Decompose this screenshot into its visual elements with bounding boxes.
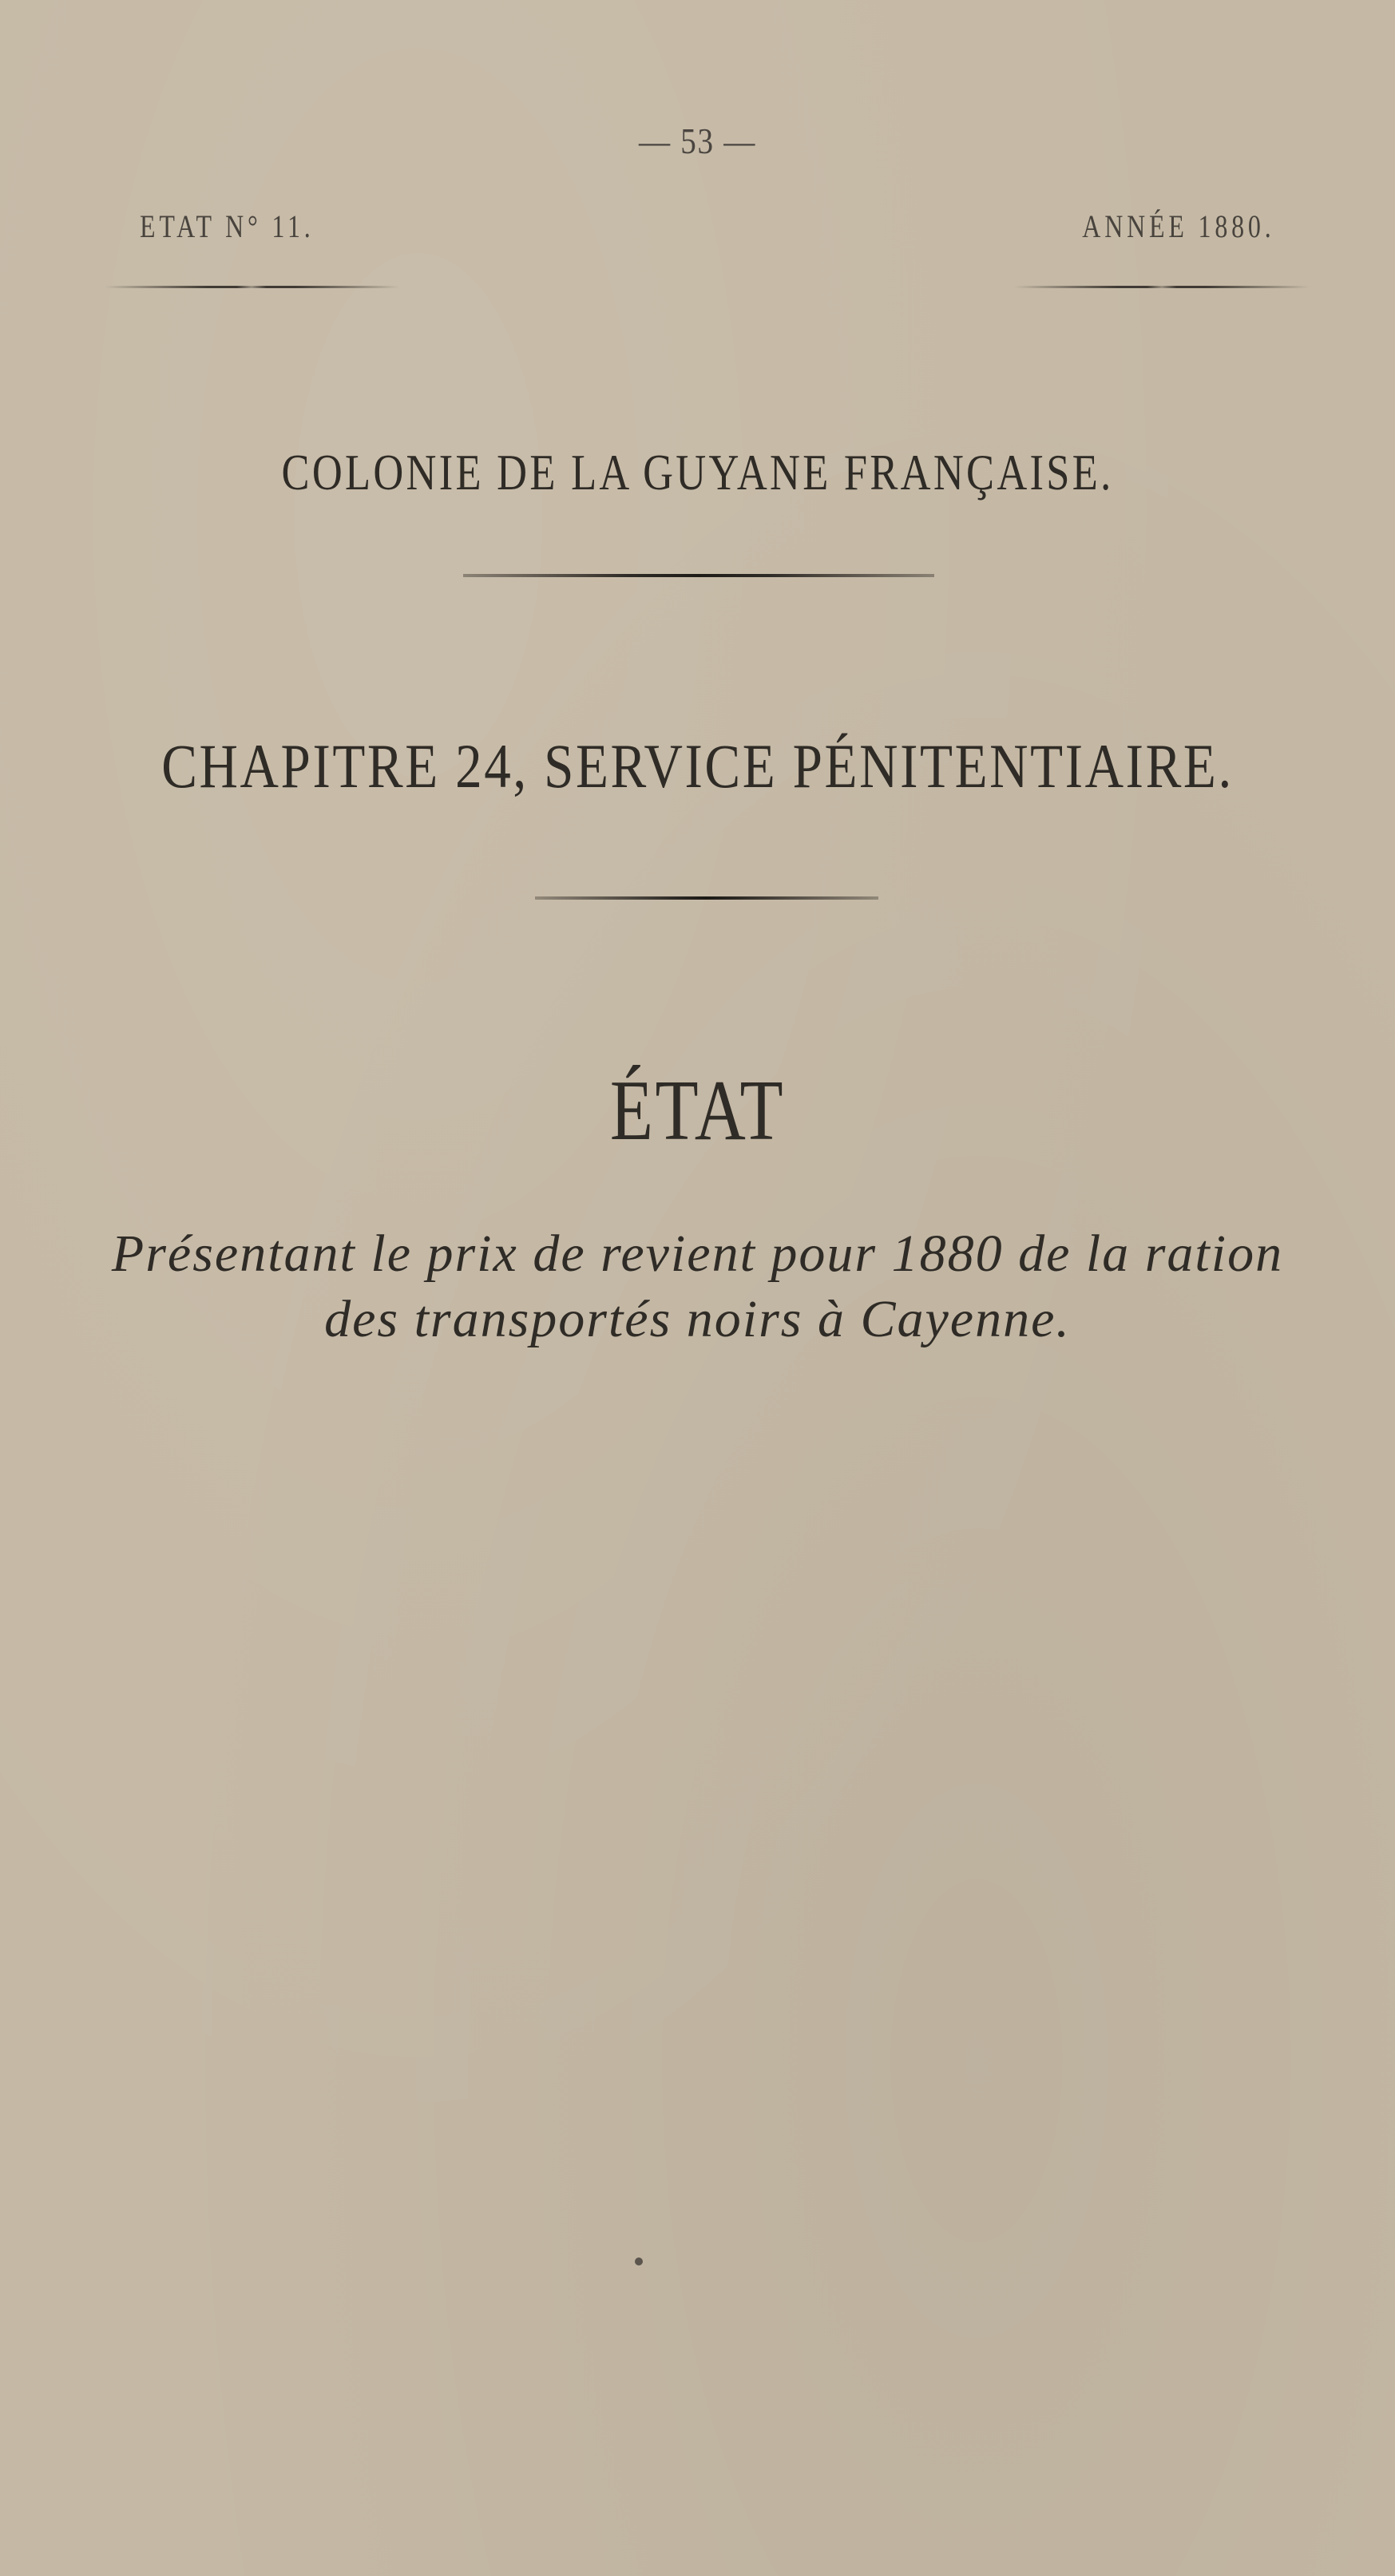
document-description (80, 1221, 1315, 1352)
year-label: ANNÉE 1880. (1082, 208, 1275, 244)
chapter-title: CHAPITRE 24, SERVICE PÉNITENTIAIRE. (161, 731, 1234, 801)
paper-speck (635, 2257, 643, 2265)
divider-rule (463, 574, 934, 577)
description-line: Présentant le prix de revient pour 1880 de la ration (111, 1225, 1284, 1283)
divider-rule (535, 896, 878, 900)
page-number: — 53 — (638, 121, 757, 161)
colony-title: COLONIE DE LA GUYANE FRANÇAISE. (281, 444, 1114, 501)
state-number: ETAT N° 11. (140, 208, 315, 244)
description-line: des transportés noirs à Cayenne. (324, 1290, 1071, 1348)
ornament-rule-left (104, 286, 399, 288)
document-heading: ÉTAT (609, 1063, 786, 1158)
ornament-rule-right (1014, 286, 1310, 288)
